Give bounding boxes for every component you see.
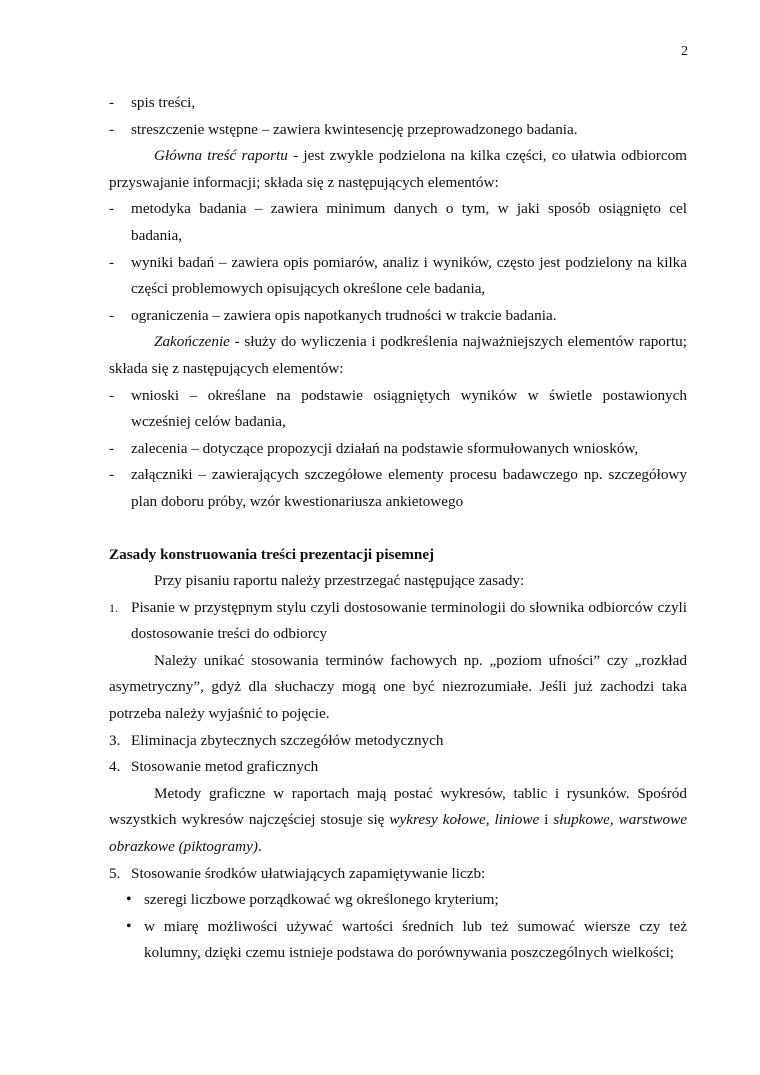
bullet-icon: • xyxy=(126,917,132,935)
list-marker: - xyxy=(109,306,115,324)
list-item-text: załączniki – zawierających szczegółowe elementy procesu badawczego np. szczegółowy plan doboru próby, wzór kwestionariusza ankietowego xyxy=(131,466,687,510)
bullet-item-text: szeregi liczbowe porządkować wg określonego kryterium; xyxy=(144,891,499,909)
main-content-text: - jest zwykle podzielona na kilka części, co ułatwia odbiorcom przyswajanie informacji; składa się z następujących elementów: xyxy=(109,147,687,191)
list-item xyxy=(109,250,687,303)
list-item xyxy=(109,462,687,515)
page-number: 2 xyxy=(681,44,688,59)
list-number: 1. xyxy=(109,600,118,615)
bullet-icon: • xyxy=(126,891,132,909)
main-content-paragraph xyxy=(109,143,687,196)
list-item-text: wyniki badań – zawiera opis pomiarów, analiz i wyników, często jest podzielony na kilka części problemowych opisujących określone cele badania, xyxy=(131,253,687,298)
list-marker: - xyxy=(109,200,115,218)
numbered-item xyxy=(109,861,687,888)
list-item-text: wnioski – określane na podstawie osiągniętych wyników w świetle postawionych wcześniej celów badania, xyxy=(131,386,687,431)
main-content-title: Główna treść raportu xyxy=(154,147,288,165)
document-body xyxy=(109,90,687,967)
rule1-note: Należy unikać stosowania terminów fachowych np. „poziom ufności” czy „rozkład asymetryczny”, gdyż dla słuchaczy mogą one być niezrozumiałe. Jeśli już zachodzi taka potrzeba należy wyjaśnić to pojęcie. xyxy=(109,651,687,723)
bullet-item-text: w miarę możliwości używać wartości średnich lub też sumować wiersze czy też kolumny, dzięki czemu istnieje podstawa do porównywania poszczególnych wielkości; xyxy=(144,917,687,962)
bullet-item xyxy=(109,887,687,914)
conclusion-paragraph xyxy=(109,329,687,382)
section-intro: Przy pisaniu raportu należy przestrzegać następujące zasady: xyxy=(154,572,525,590)
numbered-item-text: Stosowanie metod graficznych xyxy=(131,758,319,776)
numbered-item-text: Eliminacja zbytecznych szczegółów metodycznych xyxy=(131,731,444,749)
list-item xyxy=(109,383,687,436)
list-marker: - xyxy=(109,120,115,138)
graphics-note-emphasis: wykresy kołowe, liniowe xyxy=(389,811,540,829)
spacer xyxy=(109,516,687,542)
numbered-item-text: Stosowanie środków ułatwiających zapamiętywanie liczb: xyxy=(131,864,486,882)
list-marker: - xyxy=(109,386,115,404)
graphics-note-text: . xyxy=(257,838,262,856)
list-marker: - xyxy=(109,466,115,484)
list-item-text: zalecenia – dotyczące propozycji działań na podstawie sformułowanych wniosków, xyxy=(131,439,639,457)
list-number: 3. xyxy=(109,731,121,749)
numbered-item xyxy=(109,754,687,781)
list-marker: - xyxy=(109,439,115,457)
list-item-text: ograniczenia – zawiera opis napotkanych trudności w trakcie badania. xyxy=(131,306,557,324)
conclusion-title: Zakończenie xyxy=(154,333,230,351)
numbered-item xyxy=(109,728,687,755)
list-item xyxy=(109,117,687,144)
list-item-text: metodyka badania – zawiera minimum danych o tym, w jaki sposób osiągnięto cel badania, xyxy=(131,200,687,244)
list-item-text: spis treści, xyxy=(131,94,196,111)
graphics-note-text: Metody graficzne w raportach mają postać wykresów, tablic i rysunków. Spośród wszystkich wykresów najczęściej stosuje się xyxy=(109,784,687,829)
bullet-item xyxy=(109,914,687,967)
list-number: 5. xyxy=(109,864,121,882)
list-item xyxy=(109,90,687,117)
list-item xyxy=(109,436,687,463)
graphics-note-emphasis: słupkowe, warstwowe obrazkowe (piktogramy) xyxy=(109,811,687,856)
list-marker: - xyxy=(109,253,115,271)
numbered-item-text: Pisanie w przystępnym stylu czyli dostosowanie terminologii do słownika odbiorców czyli dostosowanie treści do odbiorcy xyxy=(131,598,687,643)
graphics-note xyxy=(109,781,687,861)
section-heading: Zasady konstruowania treści prezentacji pisemnej xyxy=(109,545,435,563)
conclusion-text: - służy do wyliczenia i podkreślenia najważniejszych elementów raportu; składa się z następujących elementów: xyxy=(109,333,687,377)
list-item xyxy=(109,196,687,249)
list-item xyxy=(109,303,687,330)
list-item-text: streszczenie wstępne – zawiera kwintesencję przeprowadzonego badania. xyxy=(131,120,578,138)
list-number: 4. xyxy=(109,758,121,776)
list-marker: - xyxy=(109,94,115,111)
graphics-note-text: i xyxy=(539,811,554,829)
numbered-item xyxy=(109,595,687,648)
